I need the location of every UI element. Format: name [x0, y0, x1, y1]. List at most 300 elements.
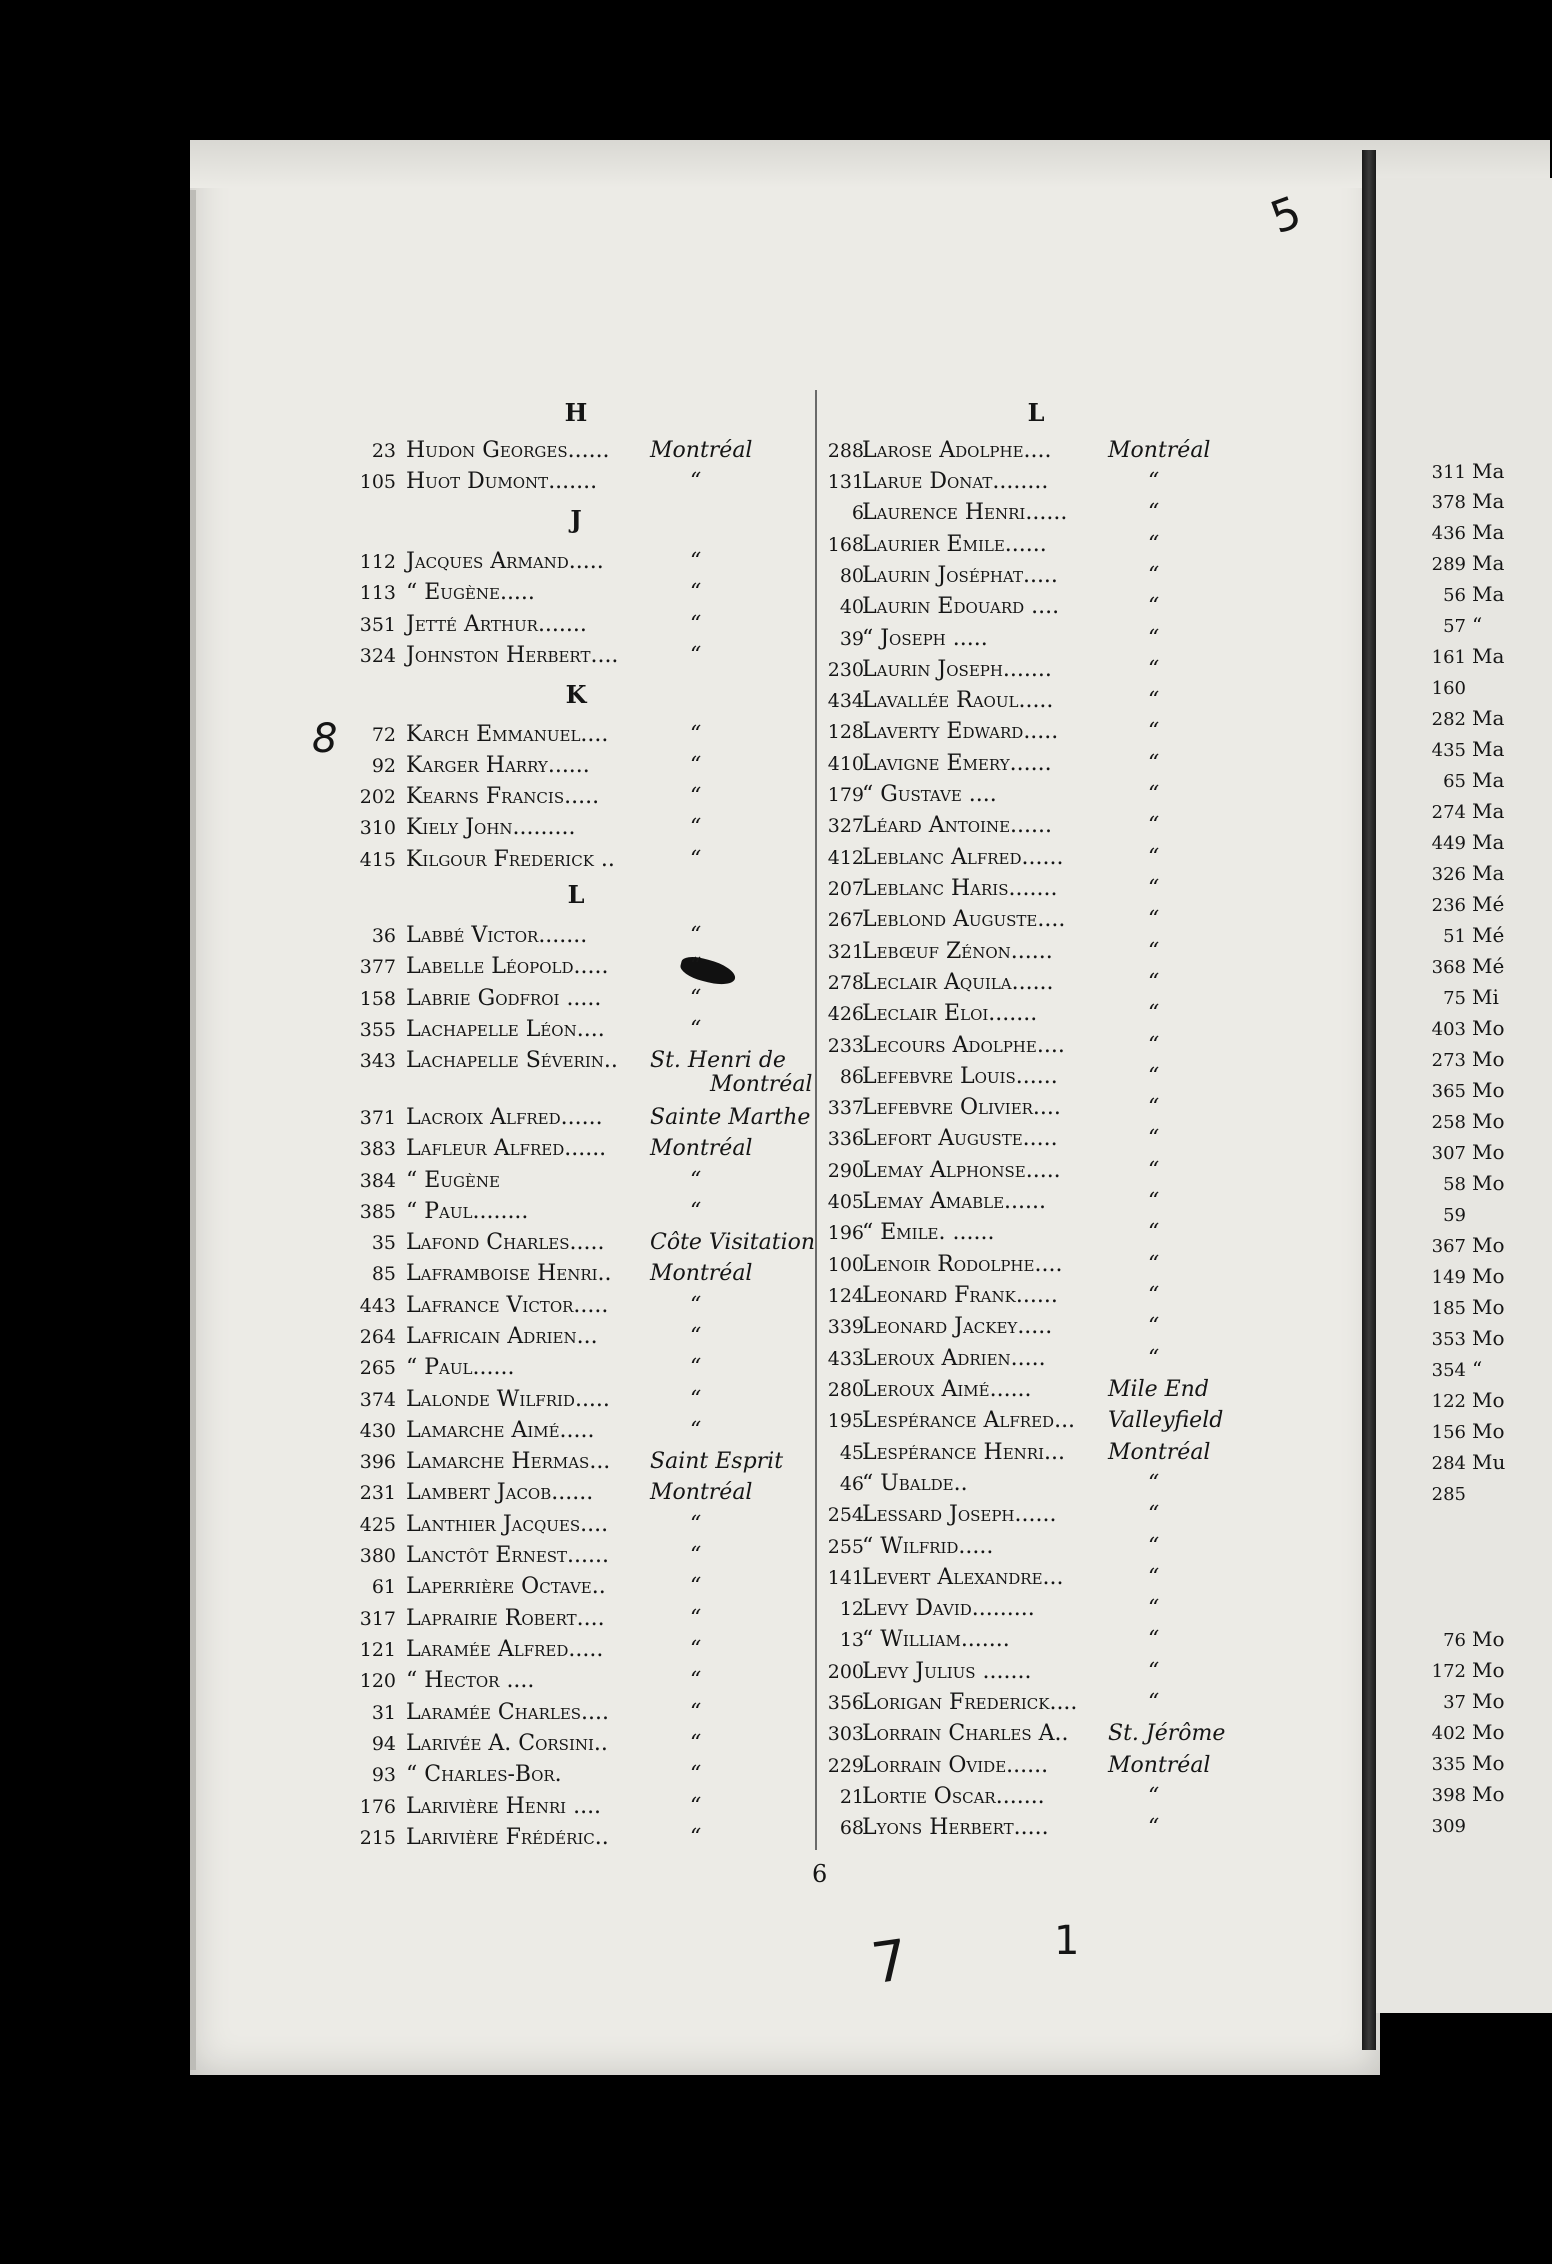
adjacent-entry [1418, 1199, 1472, 1231]
entry-name: Karch Emmanuel.... [406, 722, 609, 747]
entry-place: “ [690, 1762, 702, 1787]
entry-number: 339 [827, 1316, 864, 1338]
adjacent-entry [1418, 1075, 1505, 1107]
entry-name: Laurin Joséphat..... [862, 563, 1058, 588]
entry-name: Lespérance Henri... [862, 1440, 1066, 1465]
adjacent-entry-number: 326 [1431, 864, 1466, 885]
entry-name: Lorrain Ovide...... [862, 1753, 1049, 1778]
adjacent-entry-number: 285 [1431, 1484, 1466, 1505]
entry-place: “ [690, 1293, 702, 1318]
adjacent-entry-number: 273 [1431, 1050, 1466, 1071]
entry-name: Lafleur Alfred...... [406, 1136, 607, 1161]
entry-number: 384 [359, 1170, 396, 1192]
adjacent-entry [1418, 1686, 1505, 1718]
adjacent-entry-number: 122 [1431, 1391, 1466, 1412]
entry-place: “ [1148, 1095, 1160, 1120]
entry-name: Lemay Amable...... [862, 1189, 1047, 1214]
entry-place: “ [1148, 594, 1160, 619]
entry-place: “ [1148, 782, 1160, 807]
entry-place: Montréal [710, 1072, 813, 1097]
entry-place: “ [690, 1017, 702, 1042]
adjacent-entry-name: Mé [1472, 923, 1505, 947]
adjacent-entry-name: Mo [1472, 1782, 1505, 1806]
adjacent-entry-number: 185 [1431, 1298, 1466, 1319]
entry-name: Lessard Joseph...... [862, 1502, 1057, 1527]
entry-name: Lanthier Jacques.... [406, 1512, 609, 1537]
adjacent-entry [1418, 1416, 1505, 1448]
entry-name: Lenoir Rodolphe.... [862, 1252, 1063, 1277]
adjacent-entry [1418, 1323, 1505, 1355]
adjacent-entry [1418, 1478, 1472, 1510]
entry-place: “ [1148, 1283, 1160, 1308]
entry-place: “ [690, 1199, 702, 1224]
entry-number: 207 [827, 878, 864, 900]
entry-number: 231 [359, 1482, 396, 1504]
entry-place: “ [690, 923, 702, 948]
entry-number: 158 [359, 988, 396, 1010]
adjacent-entry-number: 172 [1431, 1661, 1466, 1682]
adjacent-entry-name: Ma [1472, 830, 1505, 854]
adjacent-entry-name: Ma [1472, 861, 1505, 885]
entry-place: “ [690, 1387, 702, 1412]
entry-number: 40 [839, 596, 864, 618]
adjacent-entry [1418, 1013, 1505, 1045]
entry-place: “ [690, 784, 702, 809]
entry-place: “ [690, 580, 702, 605]
entry-place: “ [1148, 1001, 1160, 1026]
entry-place: “ [1148, 532, 1160, 557]
entry-place: “ [1148, 1252, 1160, 1277]
adjacent-entry-number: 435 [1431, 740, 1466, 761]
adjacent-entry-number: 282 [1431, 709, 1466, 730]
entry-place: “ [1148, 1815, 1160, 1840]
adjacent-entry-number: 160 [1431, 678, 1466, 699]
adjacent-entry [1418, 641, 1504, 673]
entry-name: Lorigan Frederick.... [862, 1690, 1078, 1715]
entry-number: 200 [827, 1661, 864, 1683]
entry-place: “ [690, 1668, 702, 1693]
entry-place: “ [690, 469, 702, 494]
entry-place: “ [1148, 1033, 1160, 1058]
adjacent-entry [1418, 517, 1504, 549]
entry-name: “ Charles-Bor. [406, 1762, 562, 1787]
entry-name: Lemay Alphonse..... [862, 1158, 1061, 1183]
entry-place: “ [690, 1794, 702, 1819]
adjacent-entry-number: 335 [1431, 1754, 1466, 1775]
entry-name: Larose Adolphe.... [862, 438, 1052, 463]
adjacent-entry-name: Mo [1472, 1047, 1505, 1071]
entry-name: Leclair Eloi....... [862, 1001, 1038, 1026]
adjacent-entry [1418, 1044, 1505, 1076]
entry-place: “ [1148, 1627, 1160, 1652]
adjacent-entry-number: 403 [1431, 1019, 1466, 1040]
entry-name: Lavigne Emery...... [862, 751, 1052, 776]
entry-name: Laurier Emile...... [862, 532, 1047, 557]
entry-name: Kearns Francis..... [406, 784, 600, 809]
adjacent-entry-number: 65 [1443, 771, 1466, 792]
entry-place: Montréal [650, 1261, 753, 1286]
adjacent-entry [1418, 1106, 1505, 1138]
entry-number: 86 [839, 1066, 864, 1088]
entry-name: Lefort Auguste..... [862, 1126, 1058, 1151]
adjacent-entry-name: Mo [1472, 1295, 1505, 1319]
adjacent-entry [1418, 1447, 1505, 1479]
entry-number: 124 [827, 1285, 864, 1307]
adjacent-entry [1418, 982, 1499, 1014]
entry-place: Montréal [650, 1480, 753, 1505]
page-left-edge [190, 190, 196, 2070]
adjacent-entry-name: Ma [1472, 768, 1505, 792]
entry-number: 195 [827, 1410, 864, 1432]
adjacent-entry-name: Mo [1472, 1264, 1505, 1288]
entry-name: Lalonde Wilfrid..... [406, 1387, 610, 1412]
entry-place: Côte Visitation [650, 1230, 816, 1255]
entry-number: 377 [359, 956, 396, 978]
adjacent-entry [1418, 610, 1482, 642]
entry-number: 317 [359, 1608, 396, 1630]
entry-place: Montréal [1108, 1753, 1211, 1778]
entry-place: “ [690, 954, 702, 979]
entry-place: “ [690, 1700, 702, 1725]
adjacent-entry [1418, 1810, 1472, 1842]
adjacent-entry [1418, 1655, 1505, 1687]
entry-name: Labelle Léopold..... [406, 954, 609, 979]
entry-place: “ [690, 986, 702, 1011]
handwritten-margin-mark: 8 [312, 716, 338, 762]
entry-place: “ [690, 815, 702, 840]
entry-name: Laframboise Henri.. [406, 1261, 612, 1286]
adjacent-entry-number: 236 [1431, 895, 1466, 916]
adjacent-entry-number: 353 [1431, 1329, 1466, 1350]
entry-place: Saint Esprit [650, 1449, 784, 1474]
entry-number: 430 [359, 1420, 396, 1442]
adjacent-entry-number: 58 [1443, 1174, 1466, 1195]
entry-name: Leonard Frank...... [862, 1283, 1058, 1308]
entry-place: “ [690, 1168, 702, 1193]
entry-place: Montréal [1108, 438, 1211, 463]
adjacent-entry-name: Ma [1472, 520, 1505, 544]
adjacent-entry [1418, 1385, 1505, 1417]
adjacent-entry-name: Ma [1472, 706, 1505, 730]
entry-number: 355 [359, 1019, 396, 1041]
entry-name: Laurence Henri...... [862, 500, 1068, 525]
entry-name: Larivière Henri .... [406, 1794, 602, 1819]
entry-name: Laurin Joseph....... [862, 657, 1052, 682]
entry-number: 80 [839, 565, 864, 587]
entry-place: “ [690, 1355, 702, 1380]
adjacent-entry-name: Mé [1472, 892, 1505, 916]
entry-place: St. Henri de [650, 1048, 786, 1073]
entry-place: “ [1148, 751, 1160, 776]
handwritten-mark-bottom-2: 1 [1054, 1918, 1080, 1964]
entry-number: 128 [827, 721, 864, 743]
adjacent-entry-name: Mo [1472, 1627, 1505, 1651]
entry-place: “ [1148, 1659, 1160, 1684]
entry-number: 265 [359, 1357, 396, 1379]
adjacent-entry [1418, 1779, 1505, 1811]
entry-name: Léard Antoine...... [862, 813, 1052, 838]
entry-number: 131 [827, 471, 864, 493]
entry-place: Mile End [1108, 1377, 1209, 1402]
entry-name: Lecours Adolphe.... [862, 1033, 1065, 1058]
adjacent-entry [1418, 1624, 1505, 1656]
entry-name: “ Emile. ...... [862, 1220, 995, 1245]
entry-number: 254 [827, 1504, 864, 1526]
entry-name: Lortie Oscar....... [862, 1784, 1045, 1809]
adjacent-entry-number: 398 [1431, 1785, 1466, 1806]
section-letter: H [564, 398, 588, 427]
entry-name: Laramée Charles.... [406, 1700, 610, 1725]
adjacent-entry-number: 75 [1443, 988, 1466, 1009]
adjacent-entry [1418, 1168, 1505, 1200]
adjacent-entry-number: 56 [1443, 585, 1466, 606]
adjacent-entry-name: Mu [1472, 1450, 1506, 1474]
entry-place: “ [1148, 1220, 1160, 1245]
entry-number: 196 [827, 1222, 864, 1244]
entry-number: 100 [827, 1254, 864, 1276]
adjacent-entry-number: 449 [1431, 833, 1466, 854]
entry-place: St. Jérôme [1108, 1721, 1226, 1746]
entry-number: 267 [827, 909, 864, 931]
entry-place: “ [1148, 500, 1160, 525]
entry-name: Laprairie Robert.... [406, 1606, 605, 1631]
section-letter: J [570, 505, 582, 534]
adjacent-entry-name: Mo [1472, 1751, 1505, 1775]
entry-number: 36 [371, 925, 396, 947]
adjacent-entry-number: 37 [1443, 1692, 1466, 1713]
entry-place: Valleyfield [1108, 1408, 1224, 1433]
entry-place: “ [1148, 1314, 1160, 1339]
adjacent-entry [1418, 456, 1504, 488]
entry-place: “ [690, 1731, 702, 1756]
entry-number: 72 [371, 724, 396, 746]
entry-number: 168 [827, 534, 864, 556]
entry-number: 405 [827, 1191, 864, 1213]
entry-number: 39 [839, 628, 864, 650]
entry-name: Hudon Georges...... [406, 438, 610, 463]
entry-number: 290 [827, 1160, 864, 1182]
adjacent-entry-number: 51 [1443, 926, 1466, 947]
entry-number: 380 [359, 1545, 396, 1567]
adjacent-entry-name: Mo [1472, 1689, 1505, 1713]
entry-name: Larue Donat........ [862, 469, 1049, 494]
entry-name: Lafond Charles..... [406, 1230, 605, 1255]
adjacent-entry-number: 76 [1443, 1630, 1466, 1651]
entry-name: Lambert Jacob...... [406, 1480, 594, 1505]
adjacent-entry-number: 258 [1431, 1112, 1466, 1133]
entry-number: 92 [371, 755, 396, 777]
adjacent-entry-number: 309 [1431, 1816, 1466, 1837]
entry-number: 288 [827, 440, 864, 462]
adjacent-entry-number: 436 [1431, 523, 1466, 544]
adjacent-entry-name: Mo [1472, 1171, 1505, 1195]
entry-number: 264 [359, 1326, 396, 1348]
adjacent-entry [1418, 951, 1504, 983]
entry-place: “ [690, 1512, 702, 1537]
entry-number: 233 [827, 1035, 864, 1057]
entry-place: “ [1148, 1596, 1160, 1621]
adjacent-entry-number: 307 [1431, 1143, 1466, 1164]
entry-name: Laverty Edward..... [862, 719, 1059, 744]
adjacent-entry-number: 284 [1431, 1453, 1466, 1474]
entry-name: Leblanc Alfred...... [862, 845, 1064, 870]
entry-place: “ [1148, 1189, 1160, 1214]
entry-name: “ Eugène..... [406, 580, 535, 605]
entry-number: 385 [359, 1201, 396, 1223]
entry-name: Jetté Arthur....... [406, 612, 587, 637]
entry-place: “ [1148, 876, 1160, 901]
entry-number: 46 [839, 1473, 864, 1495]
entry-name: “ Ubalde.. [862, 1471, 968, 1496]
adjacent-entry-number: 365 [1431, 1081, 1466, 1102]
adjacent-entry-name: Ma [1472, 582, 1505, 606]
entry-number: 93 [371, 1764, 396, 1786]
entry-place: “ [1148, 1158, 1160, 1183]
entry-number: 121 [359, 1639, 396, 1661]
entry-place: “ [1148, 1502, 1160, 1527]
adjacent-entry-number: 402 [1431, 1723, 1466, 1744]
entry-name: Laurin Edouard .... [862, 594, 1060, 619]
adjacent-entry [1418, 1292, 1505, 1324]
adjacent-entry-name: Mo [1472, 1419, 1505, 1443]
entry-number: 202 [359, 786, 396, 808]
entry-name: Lefebvre Olivier.... [862, 1095, 1061, 1120]
entry-number: 324 [359, 645, 396, 667]
entry-place: “ [690, 1606, 702, 1631]
entry-place: “ [690, 643, 702, 668]
entry-name: Leonard Jackey..... [862, 1314, 1053, 1339]
entry-name: Lamarche Aimé..... [406, 1418, 595, 1443]
entry-place: “ [690, 847, 702, 872]
adjacent-entry [1418, 1230, 1505, 1262]
entry-number: 120 [359, 1670, 396, 1692]
entry-number: 410 [827, 753, 864, 775]
entry-name: “ Gustave .... [862, 782, 997, 807]
entry-name: Lafricain Adrien... [406, 1324, 598, 1349]
entry-place: “ [1148, 813, 1160, 838]
entry-place: “ [690, 1825, 702, 1850]
entry-name: Kiely John......... [406, 815, 576, 840]
entry-number: 321 [827, 941, 864, 963]
adjacent-entry-number: 367 [1431, 1236, 1466, 1257]
adjacent-entry-name: Mo [1472, 1326, 1505, 1350]
entry-place: “ [690, 1543, 702, 1568]
adjacent-entry [1418, 486, 1504, 518]
adjacent-entry-name: Ma [1472, 459, 1505, 483]
adjacent-entry-number: 156 [1431, 1422, 1466, 1443]
entry-place: “ [690, 1418, 702, 1443]
entry-place: “ [1148, 688, 1160, 713]
entry-number: 327 [827, 815, 864, 837]
adjacent-entry [1418, 889, 1504, 921]
adjacent-entry-name: Mo [1472, 1658, 1505, 1682]
entry-number: 179 [827, 784, 864, 806]
entry-number: 278 [827, 972, 864, 994]
entry-place: “ [1148, 469, 1160, 494]
entry-place: “ [1148, 845, 1160, 870]
entry-name: Lacroix Alfred...... [406, 1105, 603, 1130]
entry-number: 105 [359, 471, 396, 493]
adjacent-entry [1418, 579, 1504, 611]
adjacent-entry-name: Mo [1472, 1109, 1505, 1133]
entry-number: 94 [371, 1733, 396, 1755]
entry-number: 337 [827, 1097, 864, 1119]
entry-number: 374 [359, 1389, 396, 1411]
entry-place: “ [1148, 1565, 1160, 1590]
adjacent-entry [1418, 1137, 1505, 1169]
adjacent-entry [1418, 1717, 1505, 1749]
entry-place: “ [1148, 1534, 1160, 1559]
entry-name: Lamarche Hermas... [406, 1449, 611, 1474]
adjacent-entry-number: 161 [1431, 647, 1466, 668]
page-top-edge [190, 140, 1550, 188]
adjacent-entry [1418, 858, 1504, 890]
entry-name: Lyons Herbert..... [862, 1815, 1049, 1840]
entry-name: Lavallée Raoul..... [862, 688, 1054, 713]
section-letter: L [567, 880, 585, 909]
entry-name: Kilgour Frederick .. [406, 847, 615, 872]
handwritten-mark-top: 5 [1264, 186, 1308, 245]
adjacent-entry-name: Mo [1472, 1140, 1505, 1164]
entry-name: Karger Harry...... [406, 753, 590, 778]
entry-place: “ [1148, 939, 1160, 964]
entry-number: 230 [827, 659, 864, 681]
entry-number: 255 [827, 1536, 864, 1558]
entry-place: Montréal [650, 1136, 753, 1161]
adjacent-entry-number: 59 [1443, 1205, 1466, 1226]
entry-name: Leclair Aquila...... [862, 970, 1054, 995]
section-letter: L [1027, 398, 1045, 427]
entry-number: 61 [371, 1576, 396, 1598]
adjacent-entry-name: Mo [1472, 1233, 1505, 1257]
entry-name: Laperrière Octave.. [406, 1574, 606, 1599]
entry-number: 141 [827, 1567, 864, 1589]
entry-number: 113 [359, 582, 396, 604]
adjacent-entry-name: Mi [1472, 985, 1499, 1009]
entry-place: “ [1148, 970, 1160, 995]
adjacent-entry-name: “ [1472, 613, 1483, 637]
entry-name: “ Eugène [406, 1168, 500, 1193]
entry-place: “ [690, 612, 702, 637]
entry-name: Leroux Aimé...... [862, 1377, 1032, 1402]
entry-place: “ [1148, 626, 1160, 651]
adjacent-entry [1418, 920, 1504, 952]
entry-name: Lebœuf Zénon...... [862, 939, 1053, 964]
entry-number: 13 [839, 1629, 864, 1651]
entry-number: 415 [359, 849, 396, 871]
adjacent-entry-number: 149 [1431, 1267, 1466, 1288]
entry-place: Montréal [650, 438, 753, 463]
adjacent-entry-number: 274 [1431, 802, 1466, 823]
section-letter: K [565, 680, 587, 709]
entry-number: 112 [359, 551, 396, 573]
adjacent-entry-number: 57 [1443, 616, 1466, 637]
entry-number: 412 [827, 847, 864, 869]
adjacent-entry-number: 311 [1431, 462, 1466, 483]
entry-place: “ [1148, 1471, 1160, 1496]
entry-number: 336 [827, 1128, 864, 1150]
entry-number: 176 [359, 1796, 396, 1818]
adjacent-entry-name: Ma [1472, 489, 1505, 513]
adjacent-entry [1418, 1261, 1505, 1293]
entry-name: Jacques Armand..... [406, 549, 604, 574]
entry-number: 343 [359, 1050, 396, 1072]
adjacent-entry-number: 289 [1431, 554, 1466, 575]
entry-name: Lespérance Alfred... [862, 1408, 1076, 1433]
page-fold [1362, 150, 1376, 2050]
adjacent-entry-number: 368 [1431, 957, 1466, 978]
entry-place: “ [1148, 657, 1160, 682]
